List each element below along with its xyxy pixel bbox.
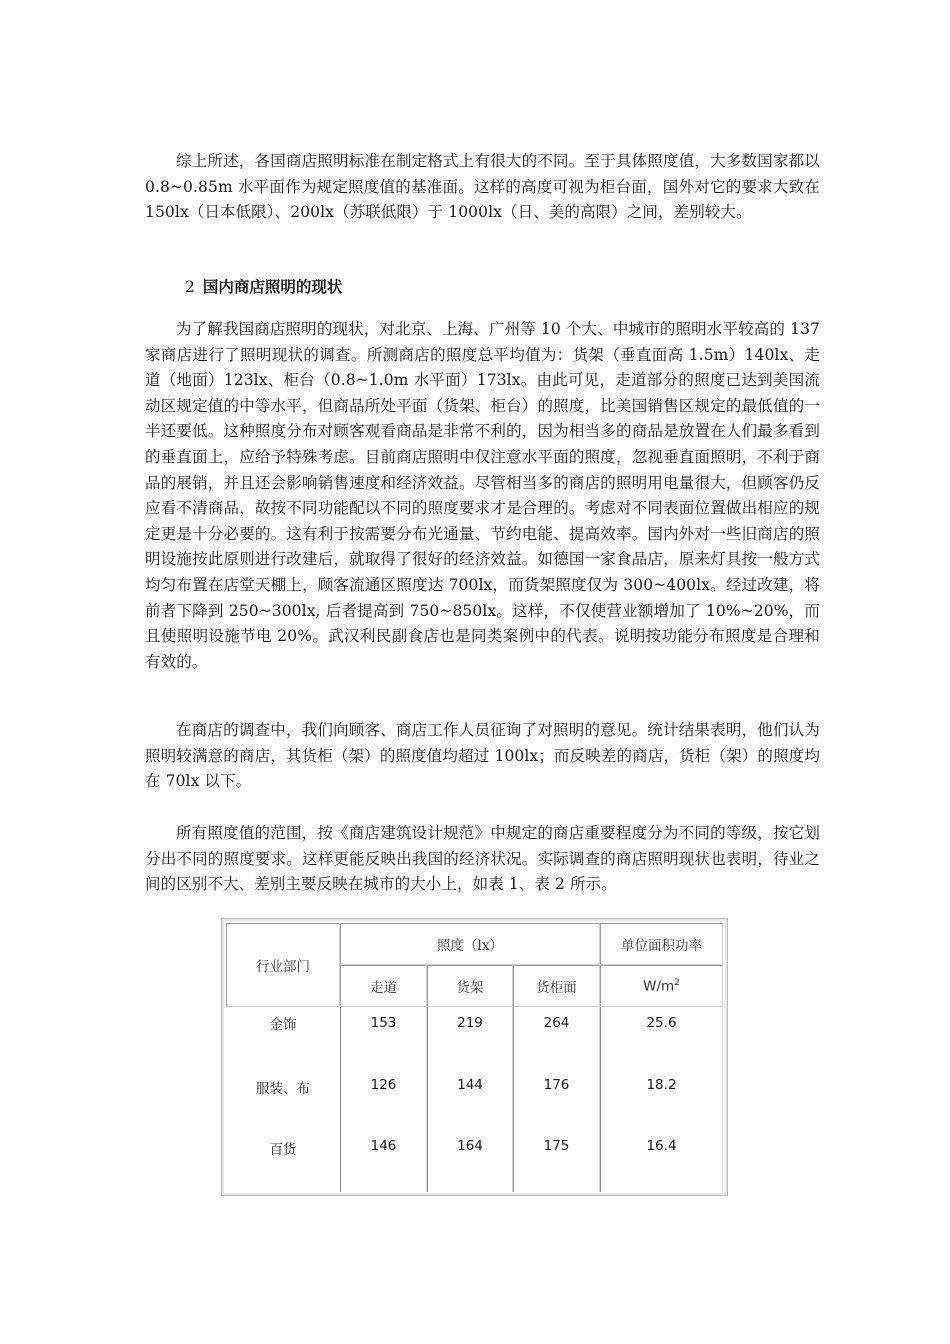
table-row xyxy=(226,1069,723,1130)
cell-shelf: 144 xyxy=(427,1069,513,1130)
cell-power: 25.6 xyxy=(600,1007,723,1069)
row-label: 服装、布 xyxy=(256,1081,310,1097)
row-label: 金饰 xyxy=(269,1017,297,1033)
table-row xyxy=(226,1007,723,1069)
section-title: 国内商店照明的现状 xyxy=(202,277,343,296)
paragraph-summary: 综上所述，各国商店照明标准在制定格式上有很大的不同。至于具体照度值，大多数国家都以 0.8~0.85m 水平面作为规定照度值的基准面。这样的高度可视为柜台面，国外对它的要求大致在 150lx（日本低限）、200lx（苏联低限）于 1000lx（日、美的高限）之间，差别较大。 xyxy=(145,152,820,222)
cell-power: 18.2 xyxy=(600,1069,723,1130)
unit-base: W/m xyxy=(643,978,675,995)
illuminance-table xyxy=(226,923,723,1192)
row-label: 百货 xyxy=(269,1142,297,1158)
cell-aisle: 126 xyxy=(340,1069,427,1130)
header-illuminance xyxy=(340,923,600,965)
header-illuminance-label: 照度（lx） xyxy=(437,938,503,954)
cell-shelf: 219 xyxy=(427,1007,513,1069)
header-sector: 行业部门 xyxy=(226,923,340,1007)
cell-power: 16.4 xyxy=(600,1130,723,1192)
header-power: 单位面积功率 xyxy=(600,923,723,965)
illuminance-table-frame xyxy=(221,918,728,1196)
paragraph-survey: 为了解我国商店照明的现状，对北京、上海、广州等 10 个大、中城市的照明水平较高的 137 家商店进行了照明现状的调查。所测商店的照度总平均值为：货架（垂直面高 1.5m）140lx、走道（地面）123lx、柜台（0.8~1.0m 水平面）173lx。由此可见，走道部分的照度已达到美国流动区规定值的中等水平，但商品所处平面（货架、柜台）的照度，比美国销售区规定的最低值的一半还要低。这种照度分布对顾客观看商品是非常不利的，因为相当多的商品是放置在人们最多看到的垂直面上，应给予特殊考虑。目前商店照明中仅注意水平面的照度，忽视垂直面照明，不利于商品的展销，并且还会影响销售速度和经济效益。尽管相当多的商店的照明用电量很大，但顾客仍反应看不清商品，故按不同功能配以不同的照度要求才是合理的。考虑对不同表面位置做出相应的规定更是十分必要的。这有利于按需要分布光通量、节约电能、提高效率。国内外对一些旧商店的照明设施按此原则进行改建后，就取得了很好的经济效益。如德国一家食品店，原来灯具按一般方式均匀布置在店堂天棚上，顾客流通区照度达 700lx，而货架照度仅为 300~400lx。经过改建，将前者下降到 250~300lx, 后者提高到 750~850lx。这样，不仅使营业额增加了 10%~20%，而且使照明设施节电 20%。武汉利民副食店也是同类案例中的代表。说明按功能分布照度是合理和有效的。 xyxy=(145,320,820,671)
subheader-unit xyxy=(600,965,723,1007)
cell-counter: 264 xyxy=(513,1007,600,1069)
cell-counter: 175 xyxy=(513,1130,600,1192)
paragraph-ranges: 所有照度值的范围，按《商店建筑设计规范》中规定的商店重要程度分为不同的等级，按它划分出不同的照度要求。这样更能反映出我国的经济状况。实际调查的商店照明现状也表明，待业之间的区别不大、差别主要反映在城市的大小上，如表 1、表 2 所示。 xyxy=(145,824,820,894)
section-heading xyxy=(185,276,342,298)
subheader-shelf: 货架 xyxy=(427,965,513,1007)
cell-aisle: 153 xyxy=(340,1007,427,1069)
unit-exponent: 2 xyxy=(674,977,680,988)
paragraph-opinions: 在商店的调查中，我们向顾客、商店工作人员征询了对照明的意见。统计结果表明，他们认为照明较满意的商店，其货柜（架）的照度值均超过 100lx；而反映差的商店，货柜（架）的照度均在 70lx 以下。 xyxy=(145,721,820,791)
subheader-counter: 货柜面 xyxy=(513,965,600,1007)
subheader-aisle: 走道 xyxy=(340,965,427,1007)
cell-counter: 176 xyxy=(513,1069,600,1130)
section-number: 2 xyxy=(185,278,195,296)
cell-aisle: 146 xyxy=(340,1130,427,1192)
table-row xyxy=(226,1130,723,1192)
cell-shelf: 164 xyxy=(427,1130,513,1192)
